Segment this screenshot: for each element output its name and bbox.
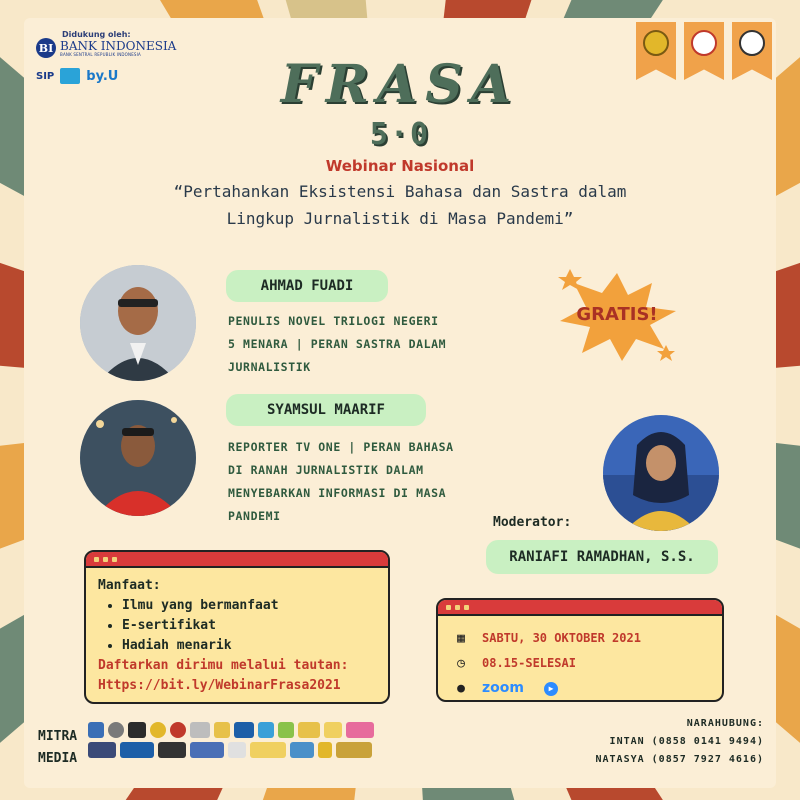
theme-line-2: Lingkup Jurnalistik di Masa Pandemi” bbox=[226, 209, 574, 228]
calendar-icon: ▦ bbox=[457, 631, 465, 646]
event-date-row bbox=[454, 626, 706, 651]
sip-logo: SIP bbox=[36, 70, 55, 82]
partner-logo-icon bbox=[298, 722, 320, 738]
partner-logo-icon bbox=[234, 722, 254, 738]
free-label: GRATIS! bbox=[576, 304, 658, 325]
window-dot-icon bbox=[464, 605, 469, 610]
speaker-2-desc-line: PANDEMI bbox=[228, 509, 281, 523]
contact-title: NARAHUBUNG: bbox=[686, 718, 764, 729]
event-date: SABTU, 30 OKTOBER 2021 bbox=[482, 631, 641, 645]
event-version: 5·0 bbox=[369, 117, 431, 152]
speaker-1-description bbox=[228, 310, 446, 379]
benefits-list bbox=[98, 596, 376, 656]
moderator-label: Moderator: bbox=[493, 515, 572, 530]
benefit-item: • E-sertifikat bbox=[122, 616, 376, 636]
benefits-window bbox=[84, 550, 390, 704]
event-subtitle: Webinar Nasional bbox=[325, 157, 475, 175]
partner-logo-icon bbox=[324, 722, 342, 738]
association-emblem-icon bbox=[691, 30, 717, 56]
supported-by-label: Didukung oleh: bbox=[62, 30, 131, 39]
speaker-1-photo bbox=[80, 265, 196, 381]
partner-logo-icon bbox=[158, 742, 186, 758]
benefits-content bbox=[86, 568, 388, 704]
theme-line-1: “Pertahankan Eksistensi Bahasa dan Sastra dalam bbox=[173, 182, 627, 201]
location-pin-icon: ● bbox=[457, 681, 465, 696]
speaker-2-description bbox=[228, 436, 454, 528]
speaker-2-name: SYAMSUL MAARIF bbox=[226, 394, 426, 426]
media-partners-label bbox=[38, 726, 77, 770]
clock-icon: ◷ bbox=[457, 656, 465, 671]
byu-logo: by.U bbox=[86, 68, 119, 84]
partner-logo-icon bbox=[258, 722, 274, 738]
bank-name: BANK INDONESIA bbox=[60, 38, 177, 53]
partner-logo-icon bbox=[120, 742, 154, 758]
partner-logo-icon bbox=[190, 722, 210, 738]
event-time: 08.15-SELESAI bbox=[482, 656, 576, 670]
event-title: FRASA bbox=[280, 54, 520, 115]
speaker-2-desc-line: MENYEBARKAN INFORMASI DI MASA bbox=[228, 486, 447, 500]
partner-logo-icon bbox=[214, 722, 230, 738]
window-dot-icon bbox=[446, 605, 451, 610]
partner-logo-row bbox=[88, 742, 388, 758]
bank-emblem-icon: BI bbox=[36, 38, 56, 58]
zoom-logo: zoom bbox=[482, 680, 524, 696]
registration-link[interactable]: Https://bit.ly/WebinarFrasa2021 bbox=[98, 678, 341, 693]
partner-logo-icon bbox=[108, 722, 124, 738]
partner-logo-icon bbox=[250, 742, 286, 758]
window-dot-icon bbox=[94, 557, 99, 562]
partner-logo-icon bbox=[150, 722, 166, 738]
partner-logo-icon bbox=[190, 742, 224, 758]
event-window-titlebar bbox=[438, 600, 722, 616]
benefits-window-titlebar bbox=[86, 552, 388, 568]
moderator-name: RANIAFI RAMADHAN, S.S. bbox=[486, 540, 718, 574]
benefit-item: • Ilmu yang bermanfaat bbox=[122, 596, 376, 616]
bank-subtitle: BANK SENTRAL REPUBLIK INDONESIA bbox=[60, 51, 141, 57]
partner-logo-icon bbox=[336, 742, 372, 758]
zoom-camera-icon: ▶ bbox=[544, 682, 558, 696]
partner-logo-icon bbox=[128, 722, 146, 738]
contact-person-1: INTAN (0858 0141 9494) bbox=[609, 736, 764, 747]
contact-person-2: NATASYA (0857 7927 4616) bbox=[595, 754, 764, 765]
window-dot-icon bbox=[455, 605, 460, 610]
partner-logo-icon bbox=[290, 742, 314, 758]
benefits-heading: Manfaat: bbox=[98, 578, 161, 593]
register-text: Daftarkan dirimu melalui tautan: bbox=[98, 658, 349, 673]
partner-logo-icon bbox=[346, 722, 374, 738]
moderator-photo bbox=[603, 415, 719, 531]
media-label: MEDIA bbox=[38, 751, 78, 766]
mitra-label: MITRA bbox=[38, 729, 78, 744]
speaker-1-desc-line: JURNALISTIK bbox=[228, 360, 311, 374]
event-platform-row bbox=[454, 676, 706, 701]
speaker-2-desc-line: DI RANAH JURNALISTIK DALAM bbox=[228, 463, 424, 477]
speaker-2-photo bbox=[80, 400, 196, 516]
media-partner-logos bbox=[88, 722, 388, 762]
university-emblem-icon bbox=[643, 30, 669, 56]
speaker-1-desc-line: PENULIS NOVEL TRILOGI NEGERI bbox=[228, 314, 439, 328]
speaker-2-desc-line: REPORTER TV ONE | PERAN BAHASA bbox=[228, 440, 454, 454]
window-dot-icon bbox=[103, 557, 108, 562]
partner-logo-icon bbox=[88, 722, 104, 738]
contact-info bbox=[596, 715, 765, 769]
partner-logo-icon bbox=[170, 722, 186, 738]
department-emblem-icon bbox=[739, 30, 765, 56]
partner-logo-icon bbox=[88, 742, 116, 758]
event-details bbox=[438, 616, 722, 702]
benefit-item: • Hadiah menarik bbox=[122, 636, 376, 656]
speaker-1-name: AHMAD FUADI bbox=[226, 270, 388, 302]
speaker-1-desc-line: 5 MENARA | PERAN SASTRA DALAM bbox=[228, 337, 447, 351]
event-time-row bbox=[454, 651, 706, 676]
partner-logo-icon bbox=[228, 742, 246, 758]
event-details-window bbox=[436, 598, 724, 702]
partner-logo-icon bbox=[318, 742, 332, 758]
partner-logo-icon bbox=[278, 722, 294, 738]
event-theme bbox=[0, 178, 800, 232]
partner-logo-row bbox=[88, 722, 388, 738]
window-dot-icon bbox=[112, 557, 117, 562]
